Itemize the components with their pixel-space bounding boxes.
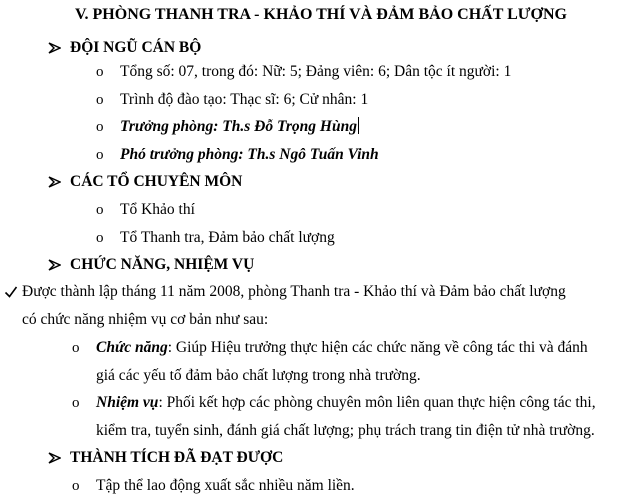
chuc-nang-text: : Giúp Hiệu trưởng thực hiện các chức năng về công tác thi và đánh — [167, 339, 588, 356]
list-item-pho-truong-phong: Phó trưởng phòng: Th.s Ngô Tuấn Vinh — [120, 146, 379, 163]
nhiem-vu-line-1 — [96, 393, 596, 413]
circle-bullet-icon: o — [72, 395, 80, 411]
circle-bullet-icon: o — [72, 478, 80, 494]
nhiem-vu-label: Nhiệm vụ — [96, 394, 159, 411]
arrow-bullet-icon — [48, 452, 61, 464]
arrow-bullet-icon — [48, 42, 61, 54]
circle-bullet-icon: o — [96, 64, 104, 80]
nhiem-vu-line-2: kiểm tra, tuyển sinh, đánh giá chất lượng; phụ trách trang tin điện tử nhà trường. — [96, 422, 595, 439]
list-item: Tổ Thanh tra, Đảm bảo chất lượng — [120, 229, 335, 246]
list-item: Trình độ đào tạo: Thạc sĩ: 6; Cử nhân: 1 — [120, 91, 369, 108]
circle-bullet-icon: o — [96, 92, 104, 108]
circle-bullet-icon: o — [96, 202, 104, 218]
text-cursor — [358, 117, 359, 134]
section-heading-doi-ngu: ĐỘI NGŨ CÁN BỘ — [70, 39, 202, 56]
list-item: Tổ Khảo thí — [120, 201, 195, 218]
list-item: Tập thể lao động xuất sắc nhiều năm liền. — [96, 477, 355, 494]
list-item-truong-phong — [120, 117, 359, 137]
section-heading-chuc-nang: CHỨC NĂNG, NHIỆM VỤ — [70, 256, 255, 273]
page-title: V. PHÒNG THANH TRA - KHẢO THÍ VÀ ĐẢM BẢO CHẤT LƯỢNG — [75, 6, 567, 23]
chuc-nang-line-1 — [96, 338, 588, 358]
arrow-bullet-icon — [48, 259, 61, 271]
chuc-nang-label: Chức năng — [96, 339, 168, 356]
circle-bullet-icon: o — [96, 119, 104, 135]
list-item: Tổng số: 07, trong đó: Nữ: 5; Đảng viên: 6; Dân tộc ít người: 1 — [120, 63, 512, 80]
circle-bullet-icon: o — [96, 230, 104, 246]
nhiem-vu-text: : Phối kết hợp các phòng chuyên môn liên quan thực hiện công tác thi, — [158, 394, 596, 411]
intro-text-line-1: Được thành lập tháng 11 năm 2008, phòng Thanh tra - Khảo thí và Đảm bảo chất lượng — [22, 283, 566, 300]
truong-phong-text: Trưởng phòng: Th.s Đỗ Trọng Hùng — [120, 118, 357, 135]
circle-bullet-icon: o — [96, 147, 104, 163]
intro-text-line-2: có chức năng nhiệm vụ cơ bản như sau: — [22, 311, 269, 328]
arrow-bullet-icon — [48, 176, 61, 188]
chuc-nang-line-2: giá các yếu tố đảm bảo chất lượng trong nhà trường. — [96, 367, 421, 384]
checkmark-icon — [4, 285, 18, 299]
section-heading-to-chuyen-mon: CÁC TỔ CHUYÊN MÔN — [70, 173, 243, 190]
section-heading-thanh-tich: THÀNH TÍCH ĐÃ ĐẠT ĐƯỢC — [70, 449, 284, 466]
circle-bullet-icon: o — [72, 340, 80, 356]
